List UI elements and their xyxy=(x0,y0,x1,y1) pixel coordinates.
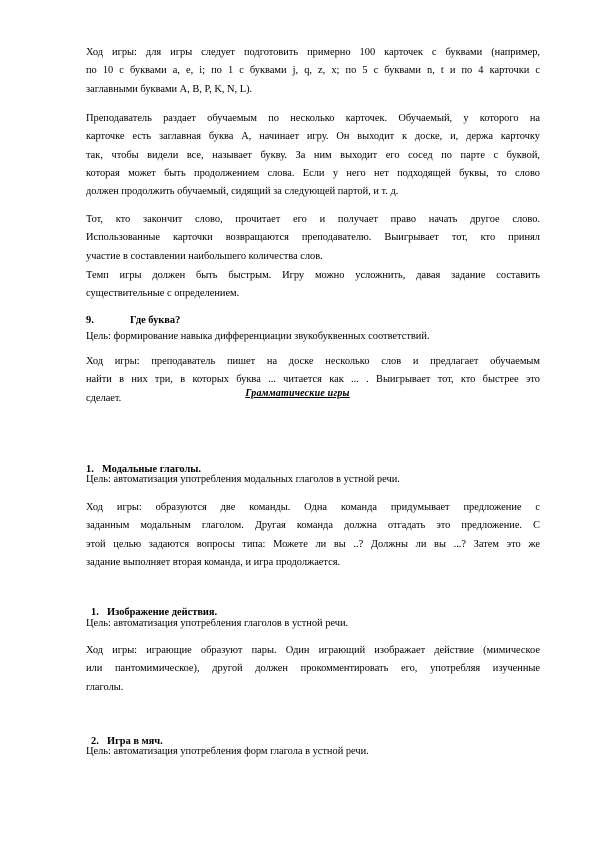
game-rules-paragraph xyxy=(86,110,540,201)
text-line: Использованные карточки возвращаются преподавателю. Выигрывает тот, кто принял xyxy=(86,232,540,244)
text-line: Тот, кто закончит слово, прочитает его и получает право начать другое слово. xyxy=(86,214,540,225)
text-line: этой целью задаются вопросы типа: Можете ли вы ..? Должны ли вы ...? Затем это же xyxy=(86,538,540,550)
action-paragraph xyxy=(86,642,540,697)
ball-game-goal xyxy=(86,743,540,761)
game-finish-paragraph xyxy=(86,211,540,266)
modal-verbs-goal xyxy=(86,471,540,489)
action-goal xyxy=(86,615,540,633)
modal-verbs-paragraph xyxy=(86,499,540,572)
text-line: участие в составлении наибольшего количества слов. xyxy=(86,250,323,262)
section-title: Где буква? xyxy=(130,315,181,326)
goal-line: Цель: автоматизация употребления модальных глаголов в устной речи. xyxy=(86,474,400,485)
section-number: 1. xyxy=(91,607,99,618)
text-line: заглавными буквами A, B, P, K, N, L). xyxy=(86,83,253,95)
goal-line: Цель: формирование навыка дифференциации звукобуквенных соответствий. xyxy=(86,331,430,342)
game-intro-paragraph xyxy=(86,44,540,99)
text-line: которая может быть продолжением слова. Если у него нет подходящей буквы, то слово xyxy=(86,167,540,179)
game-tempo-paragraph xyxy=(86,267,540,304)
section-title: Игра в мяч. xyxy=(107,736,163,747)
text-line: сделает. xyxy=(86,392,122,404)
section-number: 2. xyxy=(91,736,99,747)
text-line: карточке есть заглавная буква А, начинает игру. Он выходит к доске, и, держа карточку xyxy=(86,131,540,143)
text-line: найти в них три, в которых буква ... читается как ... . Выигрывает тот, кто быстрее это xyxy=(86,374,540,386)
text-line: заданным модальным глаголом. Другая команда должна отгадать это предложение. С xyxy=(86,520,540,532)
text-line: глаголы. xyxy=(86,681,124,693)
text-line: Преподаватель раздает обучаемым по несколько карточек. Обучаемый, у которого на xyxy=(86,113,540,124)
section-title: Изображение действия. xyxy=(107,607,218,618)
text-line: Ход игры: играющие образуют пары. Один играющий изображает действие (мимическое xyxy=(86,645,540,656)
section-number: 9. xyxy=(86,315,94,326)
text-line: должен продолжить обучаемый, сидящий за следующей партой, и т. д. xyxy=(86,186,399,198)
text-line: по 10 с буквами a, e, i; по 1 с буквами j, q, z, x; по 5 с буквами n, t и по 4 карточки с xyxy=(86,65,540,77)
text-line: Темп игры должен быть быстрым. Игру можно усложнить, давая задание составить xyxy=(86,270,540,281)
text-line: так, чтобы видели все, называет букву. За ним выходит его сосед по парте с буквой, xyxy=(86,149,540,161)
section-9-title xyxy=(86,313,180,329)
text-line: существительные с определением. xyxy=(86,288,240,300)
text-line: Ход игры: преподаватель пишет на доске несколько слов и предлагает обучаемым xyxy=(86,356,540,367)
grammar-games-heading: Грамматические игры xyxy=(245,388,350,399)
section-9-goal xyxy=(86,328,540,346)
goal-line: Цель: автоматизация употребления глаголов в устной речи. xyxy=(86,618,349,629)
text-line: Ход игры: для игры следует подготовить примерно 100 карточек с буквами (например, xyxy=(86,47,540,58)
section-title: Модальные глаголы. xyxy=(102,464,202,475)
section-9-paragraph xyxy=(86,353,540,408)
text-line: задание выполняет вторая команда, и игра продолжается. xyxy=(86,556,341,568)
text-line: или пантомимическое), другой должен прокомментировать его, употребляя изученные xyxy=(86,663,540,675)
section-number: 1. xyxy=(86,464,94,475)
goal-line: Цель: автоматизация употребления форм глагола в устной речи. xyxy=(86,746,369,757)
text-line: Ход игры: образуются две команды. Одна команда придумывает предложение с xyxy=(86,502,540,513)
